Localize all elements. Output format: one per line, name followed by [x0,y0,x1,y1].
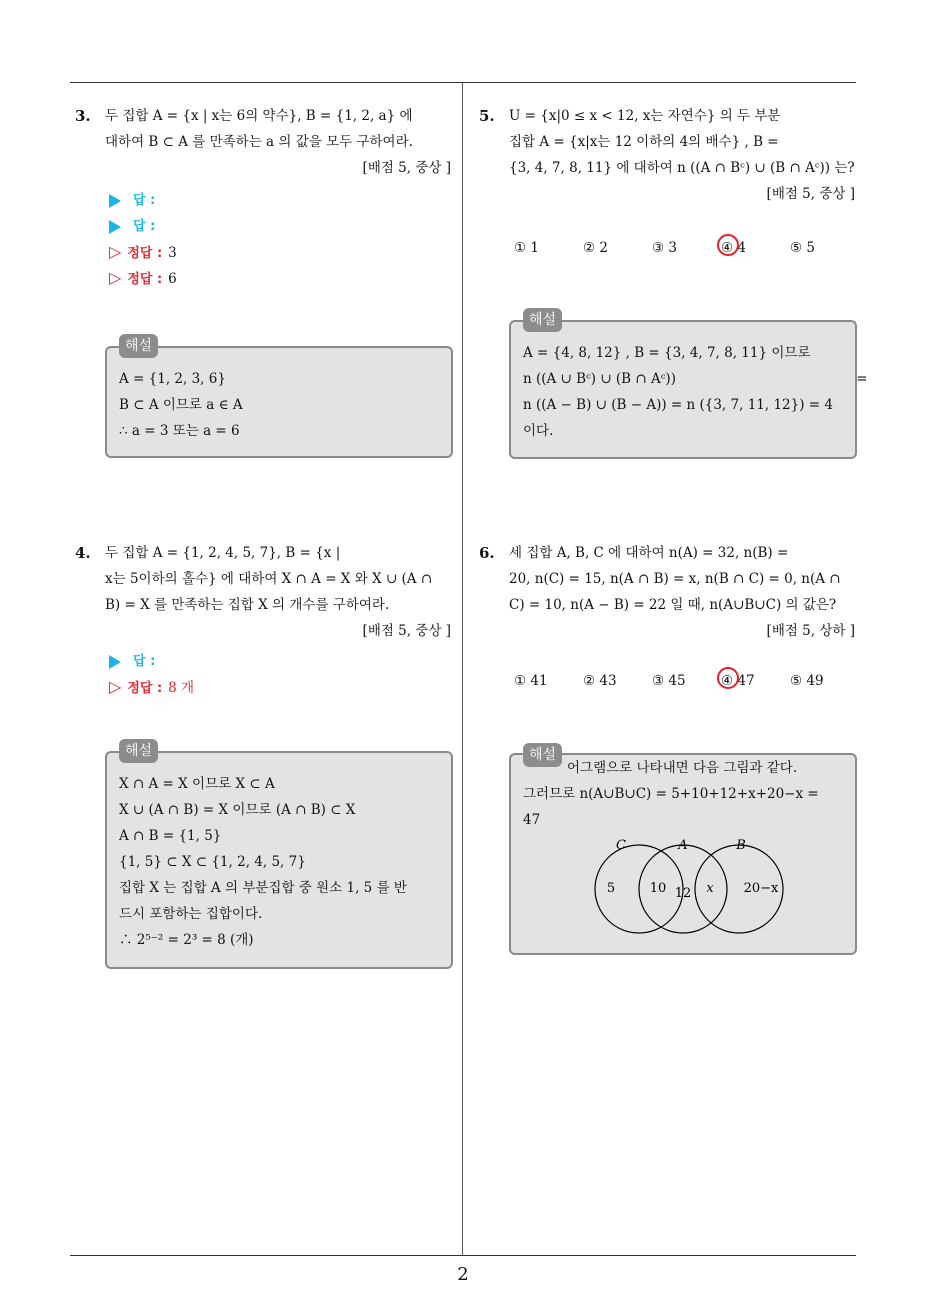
question-text-line: C) = 10, n(A − B) = 22 일 때, n(A∪B∪C) 의 값은? [509,597,837,613]
question-score-level: [배점 5, 중상 ] [362,623,451,639]
correct-answer-value: 8 개 [168,680,195,696]
question-text-line: 20, n(C) = 15, n(A ∩ B) = x, n(B ∩ C) = 0, n(A ∩ [509,571,841,587]
play-triangle-icon [109,194,121,208]
question-score-level: [배점 5, 중상 ] [766,186,855,202]
answer-line [109,187,453,213]
question-text-line: 대하여 B ⊂ A 를 만족하는 a 의 값을 모두 구하여라. [105,134,413,150]
solution-line: 어그램으로 나타내면 다음 그림과 같다. [567,760,798,776]
choice-3[interactable]: ③ 45 [652,673,686,689]
choice-1[interactable]: ① 41 [514,673,548,689]
choice-4[interactable] [721,240,790,256]
question-score-level: [배점 5, 상하 ] [766,623,855,639]
solution-line: X ∩ A = X 이므로 X ⊂ A [119,776,275,792]
venn-region-value: 20−x [743,881,779,896]
solution-tag: 해설 [523,743,562,767]
venn-label-a: A [678,838,688,853]
correct-answer-line [109,265,453,291]
answer-label: 답 : [133,654,156,669]
question-number: 3. [75,107,91,125]
correct-answer-label: 정답 : [127,681,163,696]
solution-line: ∴ 2⁵⁻² = 2³ = 8 (개) [119,932,254,948]
outline-triangle-icon: ▷ [109,677,122,696]
solution-line: 집합 X 는 집합 A 의 부분집합 중 원소 1, 5 를 반 [119,880,407,896]
solution-line: A = {4, 8, 12} , B = {3, 4, 7, 8, 11} 이므로 [523,345,811,361]
solution-line: ∴ a = 3 또는 a = 6 [119,423,240,439]
answer-label: 답 : [133,219,156,234]
correct-answer-label: 정답 : [127,246,163,261]
question-text-line: 두 집합 A = {1, 2, 4, 5, 7}, B = {x | [105,545,341,561]
question-5 [479,103,857,207]
solution-line: A ∩ B = {1, 5} [119,828,222,844]
correct-answer-line [109,674,453,700]
answer-line [109,648,453,674]
solution-line: X ∪ (A ∩ B) = X 이므로 (A ∩ B) ⊂ X [119,802,356,818]
choice-1[interactable]: ① 1 [514,240,539,256]
answer-choices [514,240,859,256]
question-3 [75,103,453,291]
correct-answer-value: 6 [168,271,177,287]
solution-box [105,338,453,458]
venn-region-value: x [706,881,714,896]
top-rule [70,82,856,83]
solution-tag: 해설 [119,739,158,763]
solution-tag: 해설 [523,308,562,332]
answer-label: 답 : [133,193,156,208]
correct-answer-line [109,239,453,265]
solution-line: 이다. [523,423,554,439]
question-text-line: {3, 4, 7, 8, 11} 에 대하여 n ((A ∩ Bᶜ) ∪ (B ∩ Aᶜ)) 는? [509,160,855,176]
solution-box [509,747,857,955]
question-number: 6. [479,544,495,562]
play-triangle-icon [109,655,121,669]
bottom-rule [70,1255,856,1256]
question-number: 5. [479,107,495,125]
question-number: 4. [75,544,91,562]
solution-line: 47 [523,812,541,828]
solution-line: n ((A ∪ Bᶜ) ∪ (B ∩ Aᶜ)) = [523,371,868,387]
question-text-line: U = {x|0 ≤ x < 12, x는 자연수} 의 두 부분 [509,108,781,124]
choice-2[interactable]: ② 2 [583,240,608,256]
question-text-line: 세 집합 A, B, C 에 대하여 n(A) = 32, n(B) = [509,545,789,561]
question-4 [75,540,453,700]
column-divider [462,83,463,1255]
outline-triangle-icon: ▷ [109,268,122,287]
solution-line: 드시 포함하는 집합이다. [119,906,263,922]
question-text-line: 집합 A = {x|x는 12 이하의 4의 배수} , B = [509,134,779,150]
question-6 [479,540,857,644]
correct-answer-value: 3 [168,245,177,261]
choice-3[interactable]: ③ 3 [652,240,677,256]
correct-answer-label: 정답 : [127,272,163,287]
solution-line: 그러므로 n(A∪B∪C) = 5+10+12+x+20−x = [523,786,819,802]
venn-label-b: B [736,838,746,853]
choice-2[interactable]: ② 43 [583,673,617,689]
venn-label-c: C [616,838,626,853]
solution-box [105,743,453,969]
answer-choices [514,673,859,689]
red-circle-mark [717,667,739,689]
venn-region-value: 10 [649,881,667,896]
outline-triangle-icon: ▷ [109,242,122,261]
question-text-line: x는 5이하의 홀수} 에 대하여 X ∩ A = X 와 X ∪ (A ∩ [105,571,433,587]
red-circle-mark [717,234,739,256]
venn-diagram [579,835,809,935]
venn-region-value: 5 [606,881,616,896]
question-score-level: [배점 5, 중상 ] [362,160,451,176]
solution-line: A = {1, 2, 3, 6} [119,371,226,387]
choice-label: ④ 47 [721,673,755,689]
solution-line: n ((A − B) ∪ (B − A)) = n ({3, 7, 11, 12}) = 4 [523,397,833,413]
choice-4[interactable] [721,673,790,689]
solution-line: {1, 5} ⊂ X ⊂ {1, 2, 4, 5, 7} [119,854,306,870]
question-text-line: 두 집합 A = {x | x는 6의 약수}, B = {1, 2, a} 에 [105,108,413,124]
play-triangle-icon [109,220,121,234]
solution-line: B ⊂ A 이므로 a ∈ A [119,397,243,413]
venn-region-value: 12 [674,886,692,901]
solution-tag: 해설 [119,334,158,358]
page-number: 2 [457,1264,469,1285]
choice-5[interactable]: ⑤ 5 [790,240,815,256]
choice-5[interactable]: ⑤ 49 [790,673,824,689]
question-text-line: B) = X 를 만족하는 집합 X 의 개수를 구하여라. [105,597,390,613]
choice-label: ④ 4 [721,240,746,256]
solution-box [509,312,868,459]
answer-line [109,213,453,239]
